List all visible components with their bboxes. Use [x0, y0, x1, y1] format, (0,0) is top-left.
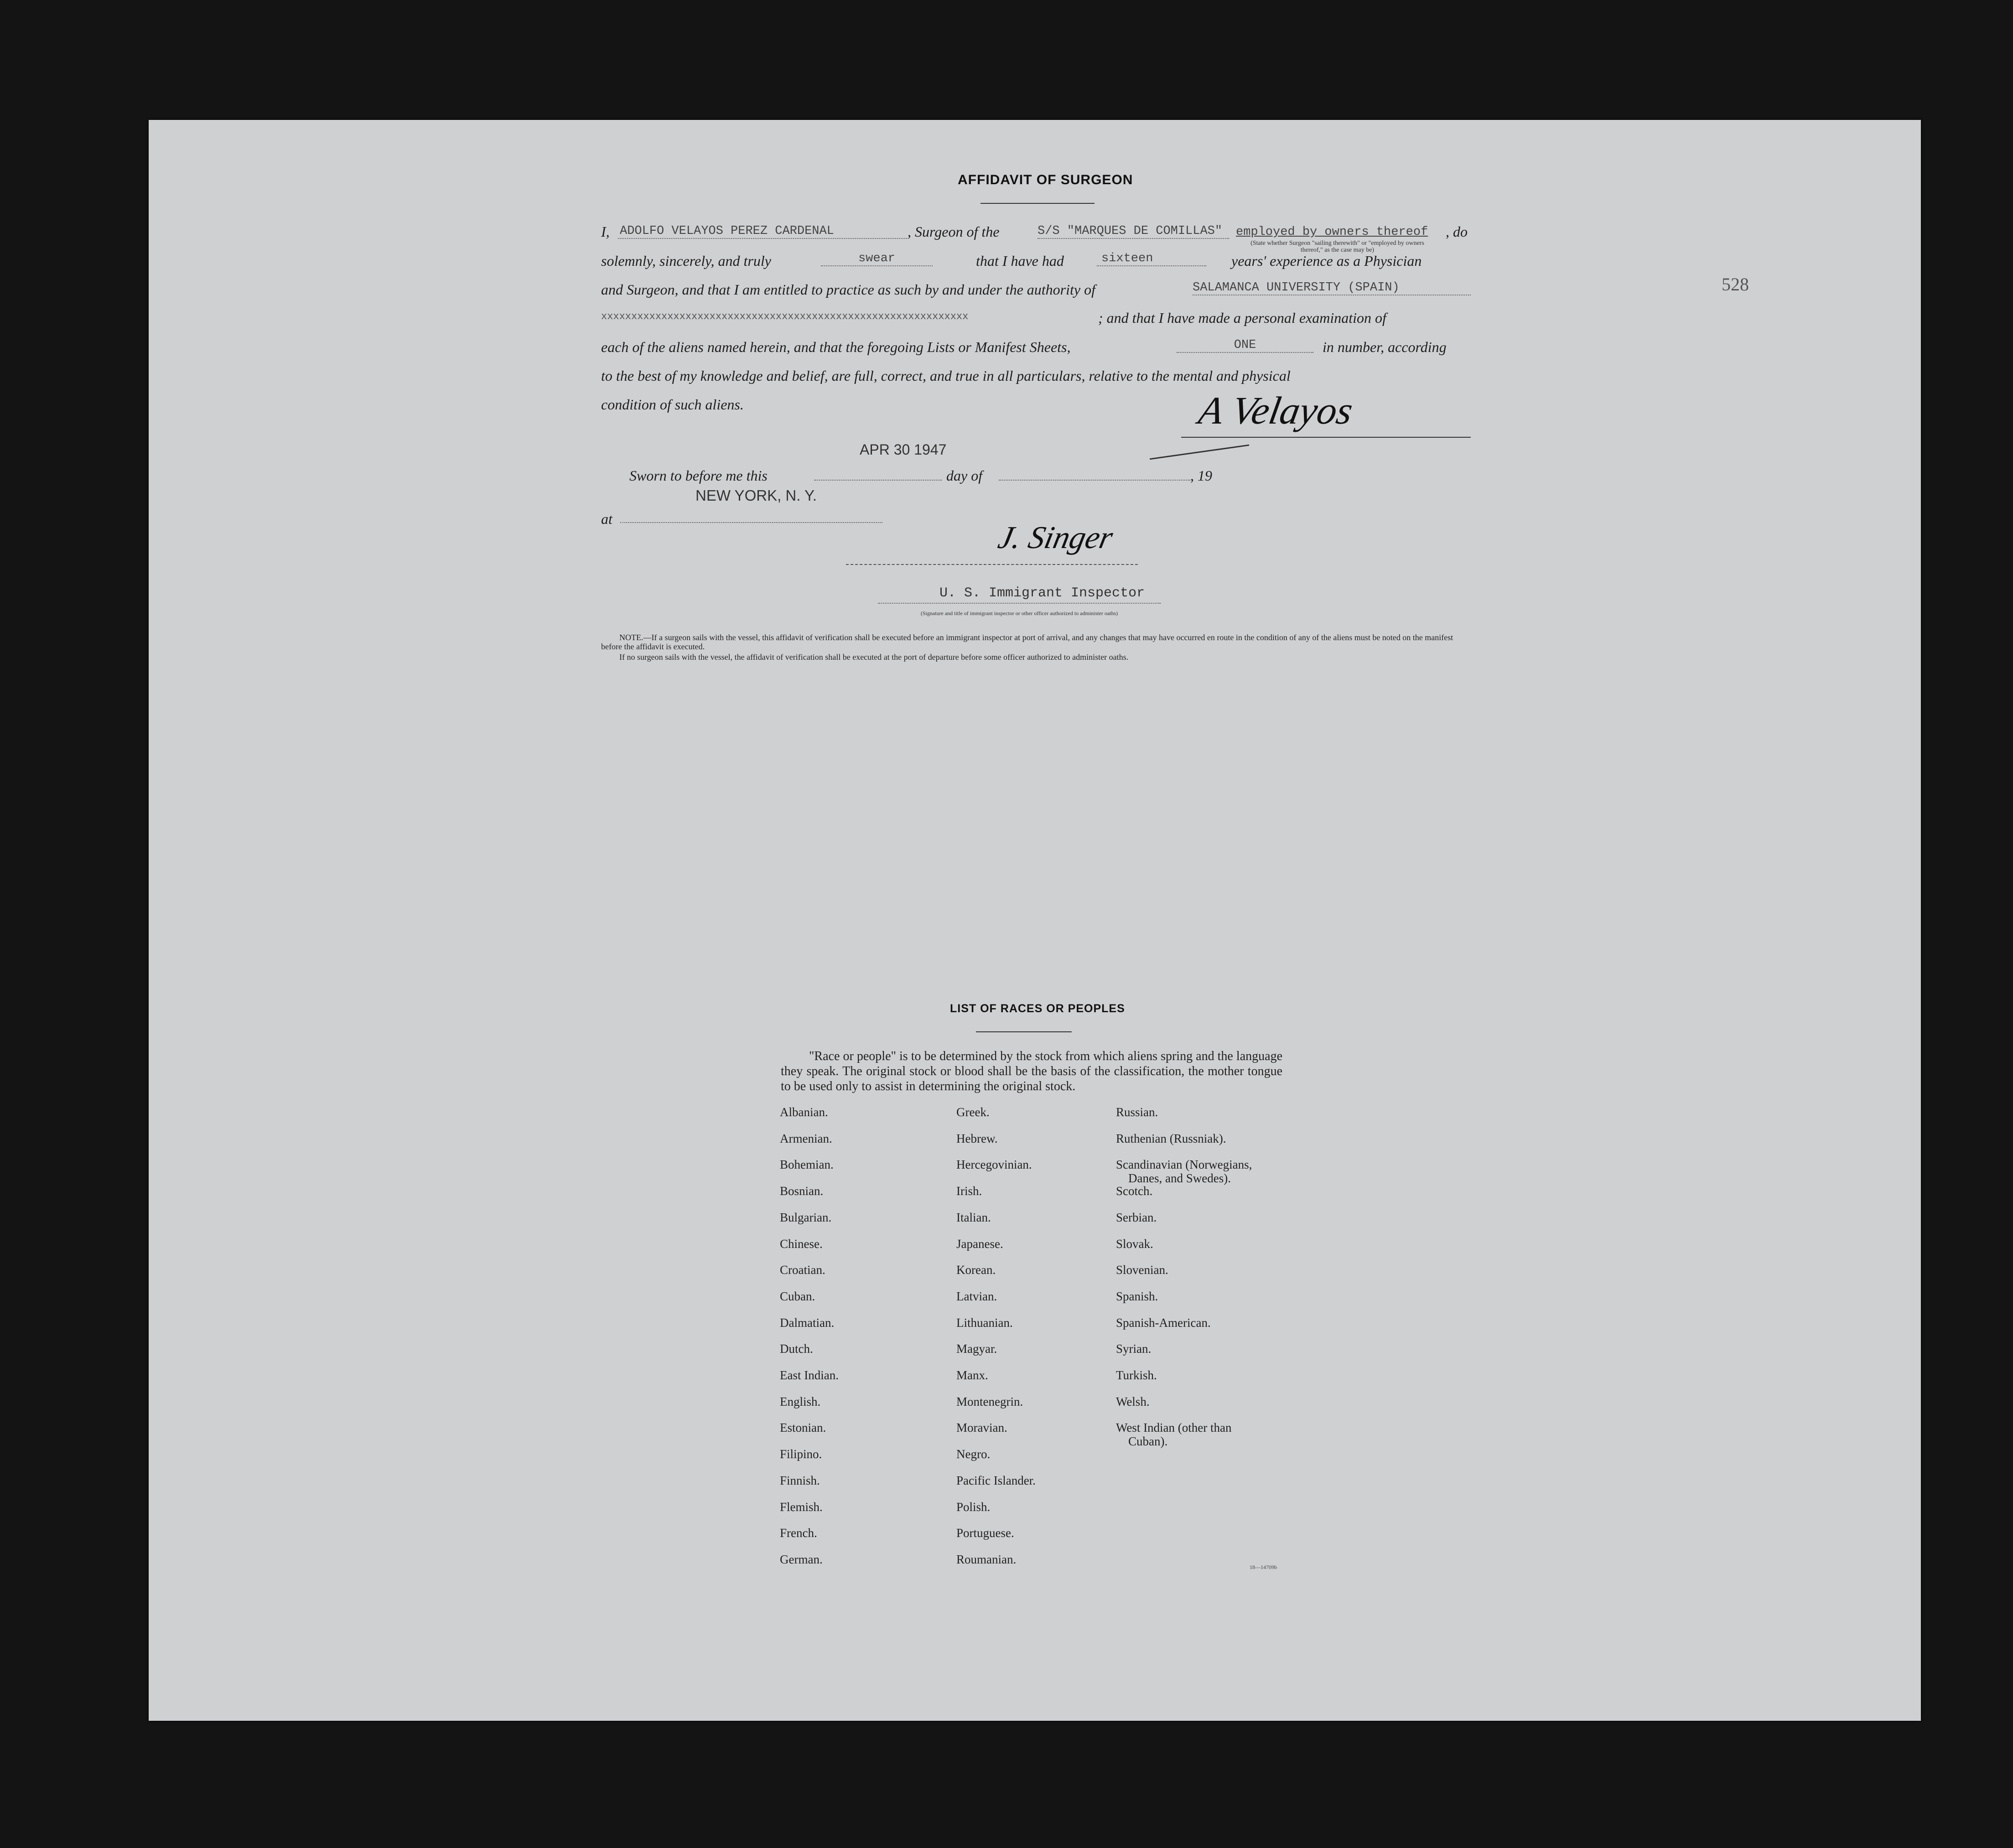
- race-item: Negro.: [956, 1447, 991, 1461]
- sworn-month-field: [999, 470, 1190, 481]
- race-item: Slovak.: [1116, 1237, 1153, 1251]
- sworn-text: , 19: [1190, 467, 1212, 484]
- race-item: Serbian.: [1116, 1210, 1157, 1224]
- race-item: Albanian.: [780, 1105, 828, 1119]
- race-item: Scotch.: [1116, 1184, 1153, 1198]
- race-item: Spanish.: [1116, 1289, 1158, 1303]
- inspector-caption: (Signature and title of immigrant inspector or other officer authorized to administer oaths): [920, 610, 1118, 616]
- affidavit-text: condition of such aliens.: [601, 396, 744, 413]
- race-item: Portuguese.: [956, 1526, 1014, 1540]
- form-code: 18—14709b: [1250, 1564, 1277, 1570]
- race-item: Turkish.: [1116, 1368, 1157, 1382]
- race-item: West Indian (other than Cuban).: [1116, 1421, 1232, 1449]
- oath-word: swear: [821, 252, 933, 266]
- affidavit-text: , do: [1446, 223, 1468, 240]
- race-item: Filipino.: [780, 1447, 822, 1461]
- at-place-field: [620, 513, 882, 523]
- races-title-underline: [976, 1031, 1072, 1032]
- date-stamp: APR 30 1947: [860, 441, 947, 458]
- race-item: Hebrew.: [956, 1131, 998, 1145]
- race-item: Moravian.: [956, 1421, 1007, 1435]
- race-item: Lithuanian.: [956, 1315, 1013, 1330]
- affidavit-text: in number, according: [1323, 339, 1447, 355]
- race-item: English.: [780, 1394, 821, 1408]
- licensing-authority: SALAMANCA UNIVERSITY (SPAIN): [1193, 281, 1471, 295]
- affidavit-text: each of the aliens named herein, and that the foregoing Lists or Manifest Sheets,: [601, 339, 1071, 355]
- note-paragraph-2: If no surgeon sails with the vessel, the affidavit of verification shall be executed at the port of departure before some officer authorized to administer oaths.: [619, 652, 1129, 662]
- surgeon-name: ADOLFO VELAYOS PEREZ CARDENAL: [618, 224, 907, 239]
- race-item: Bosnian.: [780, 1184, 824, 1198]
- race-item: Welsh.: [1116, 1394, 1150, 1408]
- sworn-text: day of: [946, 467, 983, 484]
- race-item: Chinese.: [780, 1237, 823, 1251]
- race-item: Cuban.: [780, 1289, 815, 1303]
- race-item: Montenegrin.: [956, 1394, 1023, 1408]
- race-item: Croatian.: [780, 1263, 825, 1277]
- years-experience: sixteen: [1097, 252, 1206, 266]
- race-item: Korean.: [956, 1263, 996, 1277]
- surgeon-signature: A Velayos: [1195, 388, 1356, 432]
- races-title: LIST OF RACES OR PEOPLES: [950, 1002, 1125, 1015]
- affidavit-title: AFFIDAVIT OF SURGEON: [958, 172, 1133, 187]
- page-number: 528: [1722, 274, 1749, 295]
- at-label: at: [601, 511, 612, 527]
- sworn-text: Sworn to before me this: [629, 467, 768, 484]
- affidavit-text: to the best of my knowledge and belief, are full, correct, and true in all particulars, relative to the mental and physical: [601, 368, 1291, 384]
- affidavit-text: and Surgeon, and that I am entitled to practice as such by and under the authority of: [601, 281, 1095, 298]
- inspector-title-line: [878, 603, 1161, 604]
- race-item: Dalmatian.: [780, 1315, 835, 1330]
- race-item: Greek.: [956, 1105, 990, 1119]
- race-item: Scandinavian (Norwegians, Danes, and Swedes).: [1116, 1158, 1252, 1185]
- affidavit-text: I,: [601, 223, 610, 240]
- inspector-title: U. S. Immigrant Inspector: [939, 585, 1145, 601]
- race-item: Dutch.: [780, 1342, 813, 1356]
- race-item: Pacific Islander.: [956, 1473, 1036, 1487]
- signature-line: [1181, 437, 1471, 438]
- race-item: French.: [780, 1526, 817, 1540]
- race-item: Finnish.: [780, 1473, 820, 1487]
- race-item: East Indian.: [780, 1368, 839, 1382]
- race-item: Magyar.: [956, 1342, 997, 1356]
- sheet-count: ONE: [1177, 338, 1313, 353]
- race-item: Bulgarian.: [780, 1210, 832, 1224]
- race-item: Estonian.: [780, 1421, 826, 1435]
- affidavit-text: , Surgeon of the: [908, 223, 1000, 240]
- race-item: Irish.: [956, 1184, 982, 1198]
- race-item: Bohemian.: [780, 1158, 834, 1172]
- place-stamp: NEW YORK, N. Y.: [695, 487, 817, 504]
- sworn-day-field: [814, 470, 942, 481]
- race-item: Spanish-American.: [1116, 1315, 1211, 1330]
- inspector-signature: J. Singer: [995, 520, 1116, 555]
- employment-caption: (State whether Surgeon "sailing therewith" or "employed by owners thereof," as the case may be): [1250, 240, 1424, 254]
- filler-xs: xxxxxxxxxxxxxxxxxxxxxxxxxxxxxxxxxxxxxxxxxxxxxxxxxxxxxxxxxxxxx: [601, 311, 969, 322]
- race-item: Russian.: [1116, 1105, 1158, 1119]
- affidavit-text: that I have had: [976, 253, 1064, 269]
- race-item: Roumanian.: [956, 1552, 1017, 1566]
- inspector-signature-line: [846, 564, 1138, 565]
- race-item: Italian.: [956, 1210, 991, 1224]
- race-item: German.: [780, 1552, 823, 1566]
- employment-type: employed by owners thereof: [1236, 225, 1428, 239]
- race-item: Armenian.: [780, 1131, 832, 1145]
- race-item: Syrian.: [1116, 1342, 1152, 1356]
- race-item: Latvian.: [956, 1289, 997, 1303]
- race-item: Polish.: [956, 1500, 991, 1514]
- title-underline: [981, 203, 1095, 204]
- race-item: Hercegovinian.: [956, 1158, 1032, 1172]
- race-item: Slovenian.: [1116, 1263, 1168, 1277]
- affidavit-text: ; and that I have made a personal examination of: [1098, 310, 1386, 326]
- race-item: Japanese.: [956, 1237, 1003, 1251]
- race-item: Manx.: [956, 1368, 988, 1382]
- race-item: Flemish.: [780, 1500, 823, 1514]
- affidavit-text: years' experience as a Physician: [1231, 253, 1422, 269]
- affidavit-text: solemnly, sincerely, and truly: [601, 253, 771, 269]
- race-item: Ruthenian (Russniak).: [1116, 1131, 1226, 1145]
- vessel-name: S/S "MARQUES DE COMILLAS": [1038, 224, 1229, 239]
- note-paragraph: NOTE.—If a surgeon sails with the vessel, this affidavit of verification shall be executed before an immigrant inspector at port of arrival, and any changes that may have occurred en route in the condition of any of the aliens must be noted on the manifest before the affidavit is executed.: [601, 633, 1453, 651]
- races-intro: "Race or people" is to be determined by the stock from which aliens spring and the language they speak. The original stock or blood shall be the basis of the classification, the mother tongue to be used only to assist in determining the original stock.: [781, 1049, 1282, 1093]
